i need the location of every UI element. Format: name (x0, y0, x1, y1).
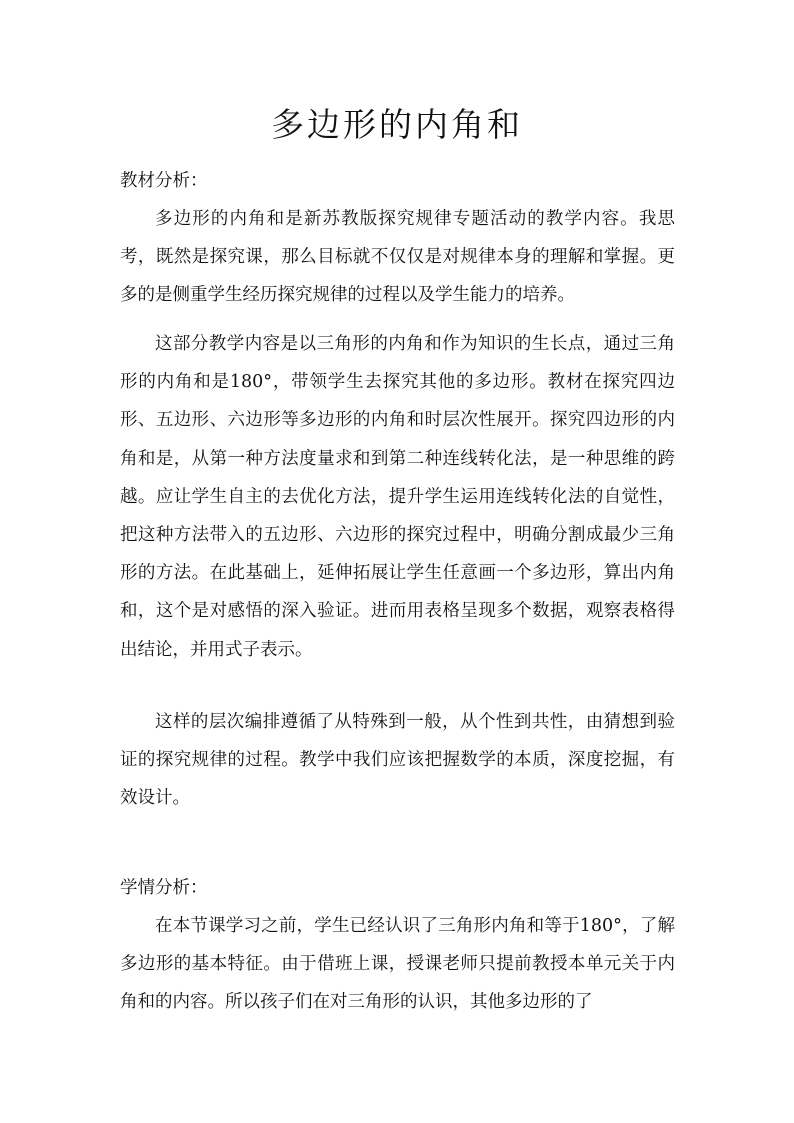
paragraph-2: 这部分教学内容是以三角形的内角和作为知识的生长点，通过三角形的内角和是180°，带领学生去探究其他的多边形。教材在探究四边形、五边形、六边形等多边形的内角和时层次性展开。探究四边形的内角和是，从第一种方法度量求和到第二种连线转化法，是一种思维的跨越。应让学生自主的去优化方法，提升学生运用连线转化法的自觉性，把这种方法带入的五边形、六边形的探究过程中，明确分割成最少三角形的方法。在此基础上，延伸拓展让学生任意画一个多边形，算出内角和，这个是对感悟的深入验证。进而用表格呈现多个数据，观察表格得出结论，并用式子表示。 (120, 334, 675, 660)
paragraph-3: 这样的层次编排遵循了从特殊到一般，从个性到共性，由猜想到验证的探究规律的过程。教学中我们应该把握数学的本质，深度挖掘，有效设计。 (120, 712, 675, 809)
section-heading-student-analysis: 学情分析： (120, 878, 208, 898)
paragraph-1: 多边形的内角和是新苏教版探究规律专题活动的教学内容。我思考，既然是探究课，那么目标就不仅仅是对规律本身的理解和掌握。更多的是侧重学生经历探究规律的过程以及学生能力的培养。 (120, 209, 675, 306)
paragraph-4: 在本节课学习之前，学生已经认识了三角形内角和等于180°，了解多边形的基本特征。由于借班上课，授课老师只提前教授本单元关于内角和的内容。所以孩子们在对三角形的认识，其他多边形的了 (120, 916, 675, 1013)
page-title: 多边形的内角和 (271, 105, 523, 144)
section-heading-textbook-analysis: 教材分析： (120, 171, 208, 191)
